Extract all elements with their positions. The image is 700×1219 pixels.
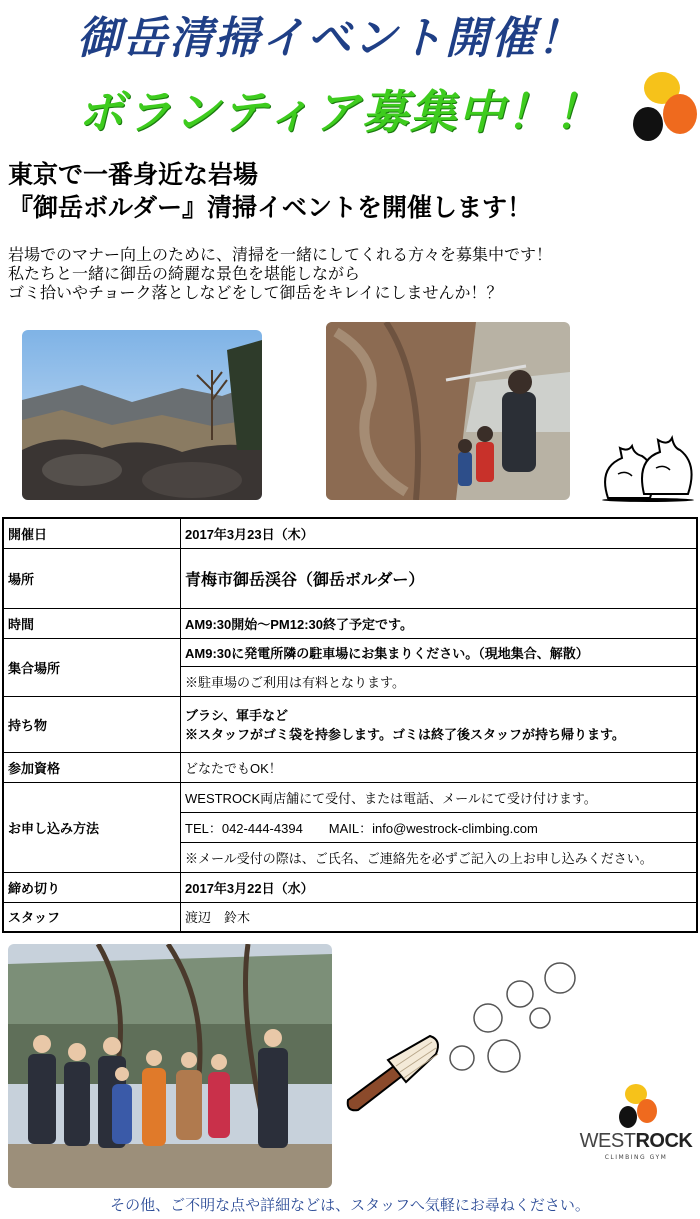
qual-label: 参加資格 (3, 752, 181, 782)
date-value: 2017年3月23日（木） (181, 518, 698, 548)
deadline-value: 2017年3月22日（水） (181, 872, 698, 902)
place-label: 場所 (3, 548, 181, 608)
bring-value (181, 696, 698, 752)
staff-value: 渡辺 鈴木 (181, 902, 698, 932)
westrock-logo-mark (628, 68, 698, 144)
westrock-logo-mark (616, 1082, 658, 1130)
time-value: AM9:30開始～PM12:30終了予定です。 (181, 608, 698, 638)
table-row (3, 872, 697, 902)
time-label: 時間 (3, 608, 181, 638)
rock-cleaning-photo (326, 322, 570, 500)
dust-clouds-illustration (444, 958, 584, 1078)
event-details-table (2, 517, 698, 933)
logo-word-west: WEST (579, 1130, 636, 1152)
qual-value: どなたでもOK！ (181, 752, 698, 782)
logo-subtitle: CLIMBING GYM (604, 1154, 668, 1161)
footer-note: その他、ご不明な点や詳細などは、スタッフへ気軽にお尋ねください。 (110, 1196, 590, 1214)
headline-line1: 東京で一番身近な岩場 (8, 160, 259, 189)
date-label: 開催日 (3, 518, 181, 548)
table-row (3, 782, 697, 812)
group-photo (8, 944, 332, 1188)
deadline-label: 締め切り (3, 872, 181, 902)
apply-contact: TEL：042-444-4394 MAIL：info@westrock-climbing.com (181, 812, 698, 842)
table-row (3, 608, 697, 638)
table-row (3, 548, 697, 608)
bring-note: ※スタッフがゴミ袋を持参します。ゴミは終了後スタッフが持ち帰ります。 (185, 727, 625, 742)
logo-word-rock: ROCK (635, 1130, 693, 1152)
meet-label: 集合場所 (3, 638, 181, 696)
table-row (3, 752, 697, 782)
headline-line2: 『御岳ボルダー』清掃イベントを開催します！ (8, 193, 533, 222)
apply-label: お申し込み方法 (3, 782, 181, 872)
table-row (3, 518, 697, 548)
staff-label: スタッフ (3, 902, 181, 932)
bring-items: ブラシ、軍手など (185, 708, 288, 723)
valley-photo (22, 330, 262, 500)
table-row (3, 696, 697, 752)
trash-bags-illustration (598, 428, 694, 502)
headline (8, 158, 532, 224)
logo-wordmark (578, 1130, 694, 1153)
westrock-logo (578, 1082, 694, 1166)
bring-label: 持ち物 (3, 696, 181, 752)
intro-line3: ゴミ拾いやチョーク落としなどをして御岳をキレイにしませんか！？ (8, 283, 503, 302)
intro-text (8, 245, 552, 302)
table-row (3, 638, 697, 666)
table-row (3, 902, 697, 932)
scrub-brush-illustration (344, 1030, 444, 1114)
meet-value: AM9:30に発電所隣の駐車場にお集まりください。（現地集合、解散） (181, 638, 698, 666)
event-title: 御岳清掃イベント開催！ (77, 13, 583, 64)
place-value: 青梅市御岳渓谷（御岳ボルダー） (181, 548, 698, 608)
apply-method: WESTROCK両店舗にて受付、または電話、メールにて受け付けます。 (181, 782, 698, 812)
intro-line2: 私たちと一緒に御岳の綺麗な景色を堪能しながら (8, 264, 361, 283)
volunteer-title: ボランティア募集中！！ (77, 85, 603, 139)
meet-note: ※駐車場のご利用は有料となります。 (181, 666, 698, 696)
intro-line1: 岩場でのマナー向上のために、清掃を一緒にしてくれる方々を募集中です！ (8, 245, 553, 264)
apply-note: ※メール受付の際は、ご氏名、ご連絡先を必ずご記入の上お申し込みください。 (181, 842, 698, 872)
